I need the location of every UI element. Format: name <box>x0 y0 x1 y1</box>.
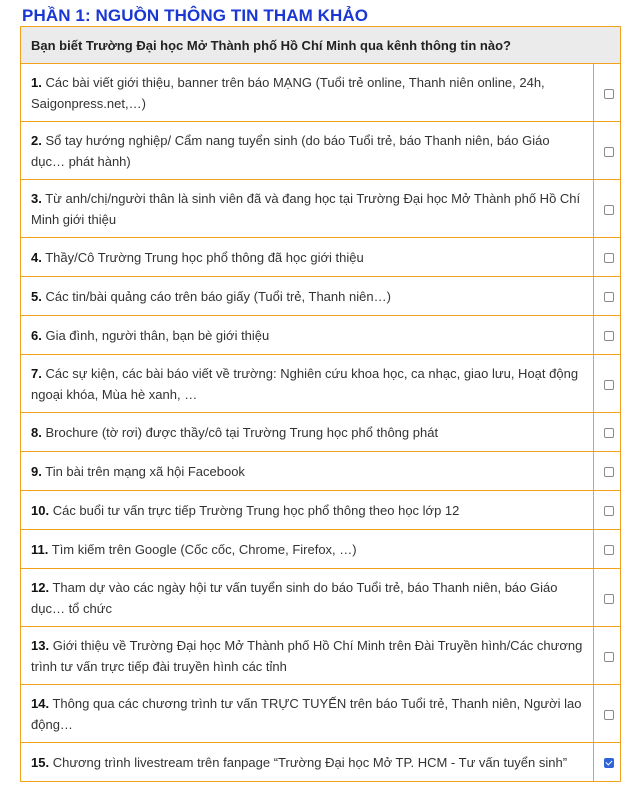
option-cell[interactable] <box>594 413 621 452</box>
option-cell[interactable] <box>594 355 621 413</box>
question-row <box>21 27 621 64</box>
option-checkbox-7[interactable] <box>604 380 614 390</box>
option-cell[interactable] <box>594 569 621 627</box>
option-label <box>21 743 594 782</box>
option-number: 2. <box>31 132 42 148</box>
option-checkbox-8[interactable] <box>604 428 614 438</box>
option-cell[interactable] <box>594 277 621 316</box>
option-text: Các bài viết giới thiệu, banner trên báo MẠNG (Tuổi trẻ online, Thanh niên online, 24h, Saigonpress.net,…) <box>31 74 545 111</box>
option-row-12[interactable] <box>21 569 621 627</box>
option-cell[interactable] <box>594 743 621 782</box>
option-text: Gia đình, người thân, bạn bè giới thiệu <box>45 327 270 343</box>
option-text: Các buổi tư vấn trực tiếp Trường Trung học phổ thông theo học lớp 12 <box>52 502 460 518</box>
option-cell[interactable] <box>594 452 621 491</box>
option-text: Tìm kiếm trên Google (Cốc cốc, Chrome, Firefox, …) <box>51 541 357 557</box>
option-text: Tin bài trên mạng xã hội Facebook <box>45 463 245 479</box>
option-text: Từ anh/chị/người thân là sinh viên đã và đang học tại Trường Đại học Mở Thành phố Hồ Chí Minh giới thiệu <box>31 190 581 227</box>
option-row-8[interactable] <box>21 413 621 452</box>
option-number: 14. <box>31 695 50 711</box>
option-row-11[interactable] <box>21 530 621 569</box>
option-label <box>21 277 594 316</box>
option-text: Các sự kiện, các bài báo viết về trường: Nghiên cứu khoa học, ca nhạc, giao lưu, Hoạt động ngoại khóa, Mùa hè xanh, … <box>31 365 579 402</box>
option-checkbox-9[interactable] <box>604 467 614 477</box>
option-cell[interactable] <box>594 64 621 122</box>
option-checkbox-5[interactable] <box>604 292 614 302</box>
option-label <box>21 180 594 238</box>
option-label <box>21 569 594 627</box>
option-row-2[interactable] <box>21 122 621 180</box>
option-label <box>21 413 594 452</box>
option-number: 7. <box>31 365 42 381</box>
option-label <box>21 238 594 277</box>
section-title: PHẦN 1: NGUỒN THÔNG TIN THAM KHẢO <box>22 6 369 25</box>
option-row-6[interactable] <box>21 316 621 355</box>
option-text: Chương trình livestream trên fanpage “Trường Đại học Mở TP. HCM - Tư vấn tuyển sinh” <box>52 754 568 770</box>
option-label <box>21 355 594 413</box>
option-text: Sổ tay hướng nghiệp/ Cẩm nang tuyển sinh (do báo Tuổi trẻ, báo Thanh niên, báo Giáo dục… phát hành) <box>31 132 550 169</box>
option-number: 8. <box>31 424 42 440</box>
option-row-9[interactable] <box>21 452 621 491</box>
option-checkbox-12[interactable] <box>604 594 614 604</box>
option-label <box>21 685 594 743</box>
option-checkbox-2[interactable] <box>604 147 614 157</box>
option-number: 5. <box>31 288 42 304</box>
option-cell[interactable] <box>594 627 621 685</box>
survey-table <box>20 26 621 782</box>
option-label <box>21 452 594 491</box>
option-label <box>21 122 594 180</box>
option-cell[interactable] <box>594 316 621 355</box>
option-number: 1. <box>31 74 42 90</box>
option-cell[interactable] <box>594 685 621 743</box>
option-text: Các tin/bài quảng cáo trên báo giấy (Tuổi trẻ, Thanh niên…) <box>45 288 391 304</box>
option-text: Brochure (tờ rơi) được thầy/cô tại Trường Trung học phổ thông phát <box>45 424 439 440</box>
option-cell[interactable] <box>594 530 621 569</box>
option-checkbox-14[interactable] <box>604 710 614 720</box>
option-checkbox-1[interactable] <box>604 89 614 99</box>
option-row-13[interactable] <box>21 627 621 685</box>
option-checkbox-4[interactable] <box>604 253 614 263</box>
option-row-3[interactable] <box>21 180 621 238</box>
option-checkbox-6[interactable] <box>604 331 614 341</box>
option-checkbox-11[interactable] <box>604 545 614 555</box>
option-number: 4. <box>31 249 42 265</box>
question-text: Bạn biết Trường Đại học Mở Thành phố Hồ Chí Minh qua kênh thông tin nào? <box>21 27 621 64</box>
option-label <box>21 491 594 530</box>
option-text: Thầy/Cô Trường Trung học phổ thông đã học giới thiệu <box>45 249 364 265</box>
option-checkbox-15[interactable] <box>604 758 614 768</box>
option-number: 15. <box>31 754 50 770</box>
option-row-10[interactable] <box>21 491 621 530</box>
option-row-7[interactable] <box>21 355 621 413</box>
option-row-4[interactable] <box>21 238 621 277</box>
option-cell[interactable] <box>594 180 621 238</box>
option-checkbox-10[interactable] <box>604 506 614 516</box>
option-cell[interactable] <box>594 122 621 180</box>
option-label <box>21 627 594 685</box>
option-row-1[interactable] <box>21 64 621 122</box>
option-label <box>21 530 594 569</box>
option-text: Thông qua các chương trình tư vấn TRỰC TUYẾN trên báo Tuổi trẻ, Thanh niên, Người lao động… <box>31 695 582 732</box>
option-row-14[interactable] <box>21 685 621 743</box>
option-row-5[interactable] <box>21 277 621 316</box>
option-label <box>21 64 594 122</box>
option-label <box>21 316 594 355</box>
option-number: 11. <box>31 541 49 557</box>
option-row-15[interactable] <box>21 743 621 782</box>
option-cell[interactable] <box>594 238 621 277</box>
option-number: 6. <box>31 327 42 343</box>
option-cell[interactable] <box>594 491 621 530</box>
option-text: Giới thiệu về Trường Đại học Mở Thành phố Hồ Chí Minh trên Đài Truyền hình/Các chương trình tư vấn trực tiếp đài truyền hình các tỉnh <box>31 637 583 674</box>
option-checkbox-13[interactable] <box>604 652 614 662</box>
option-number: 3. <box>31 190 42 206</box>
option-number: 13. <box>31 637 50 653</box>
option-number: 9. <box>31 463 42 479</box>
option-text: Tham dự vào các ngày hội tư vấn tuyển sinh do báo Tuổi trẻ, báo Thanh niên, báo Giáo dục… tổ chức <box>31 579 558 616</box>
option-number: 10. <box>31 502 50 518</box>
option-checkbox-3[interactable] <box>604 205 614 215</box>
option-number: 12. <box>31 579 50 595</box>
